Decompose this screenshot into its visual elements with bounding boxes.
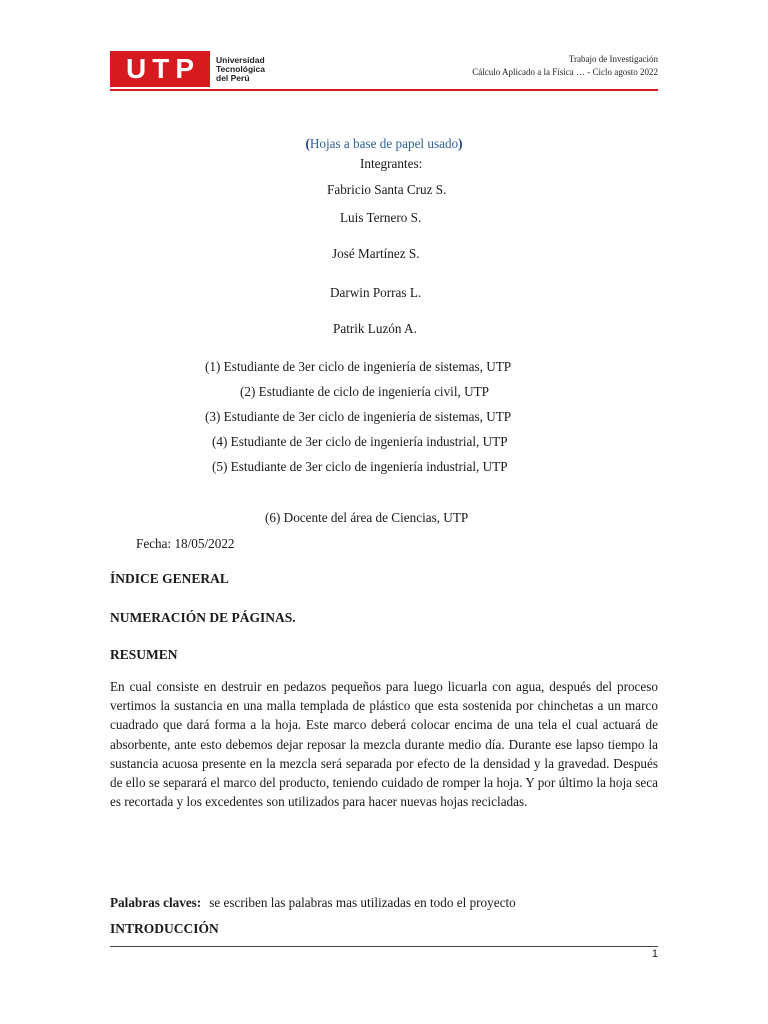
affiliation-3: (3) Estudiante de 3er ciclo de ingeniería de sistemas, UTP — [205, 409, 512, 424]
keywords-text: se escriben las palabras mas utilizadas en todo el proyecto — [209, 895, 516, 910]
logo-subtitle-1: Universidad — [216, 54, 265, 65]
member-4: Darwin Porras L. — [330, 285, 422, 300]
member-2: Luis Ternero S. — [340, 210, 422, 225]
header-course: Cálculo Aplicado a la Física … - Ciclo agosto 2022 — [472, 67, 658, 77]
section-summary: RESUMEN — [110, 647, 178, 662]
document-date: Fecha: 18/05/2022 — [136, 536, 235, 551]
utp-logo-mark: UTP — [110, 51, 210, 87]
section-introduction: INTRODUCCIÓN — [110, 921, 219, 936]
keywords-label: Palabras claves: — [110, 895, 202, 910]
footer-divider — [110, 946, 658, 947]
affiliation-1: (1) Estudiante de 3er ciclo de ingeniería de sistemas, UTP — [205, 359, 512, 374]
member-3: José Martínez S. — [332, 246, 420, 261]
logo-subtitle-2: Tecnológica — [216, 63, 265, 74]
member-1: Fabricio Santa Cruz S. — [327, 182, 447, 197]
title-open-paren: ( — [305, 136, 310, 151]
affiliation-5: (5) Estudiante de 3er ciclo de ingeniería industrial, UTP — [212, 459, 508, 474]
title-close-paren: ) — [458, 136, 463, 151]
keywords-line — [110, 895, 516, 911]
summary-paragraph: En cual consiste en destruir en pedazos pequeños para luego licuarla con agua, después del proceso vertimos la sustancia en una malla templada de plástico que esta sostenida por chinchetas a un marco cuadrado que dará forma a la hoja. Este marco deberá colocar encima de una tela el cual actuará de absorbente, ante esto debemos dejar reposar la mezcla durante medio día. Durante ese lapso tiempo la sustancia acuosa presente en la mezcla será separada por efecto de la densidad y la gravedad. Después de ello se separará el marco del producto, teniendo cuidado de romper la hoja. Y por último la hoja seca es recortada y los excedentes son utilizados para hacer nuevas hojas recicladas. — [110, 679, 658, 810]
utp-logo — [110, 50, 265, 88]
section-page-numbering: NUMERACIÓN DE PÁGINAS. — [110, 610, 296, 625]
document-header — [472, 53, 658, 79]
affiliation-6: (6) Docente del área de Ciencias, UTP — [265, 510, 469, 525]
member-5: Patrik Luzón A. — [333, 321, 417, 336]
section-index: ÍNDICE GENERAL — [110, 571, 229, 586]
page-number: 1 — [651, 948, 658, 960]
title-text: Hojas a base de papel usado — [309, 136, 459, 151]
document-title — [0, 136, 768, 152]
header-divider — [110, 89, 658, 91]
members-label: Integrantes: — [360, 156, 423, 171]
affiliation-2: (2) Estudiante de ciclo de ingeniería civil, UTP — [240, 384, 490, 399]
header-doc-type: Trabajo de Investigación — [568, 54, 658, 64]
utp-logo-text — [216, 56, 265, 83]
logo-subtitle-3: del Perú — [216, 72, 250, 83]
affiliation-4: (4) Estudiante de 3er ciclo de ingeniería industrial, UTP — [212, 434, 508, 449]
